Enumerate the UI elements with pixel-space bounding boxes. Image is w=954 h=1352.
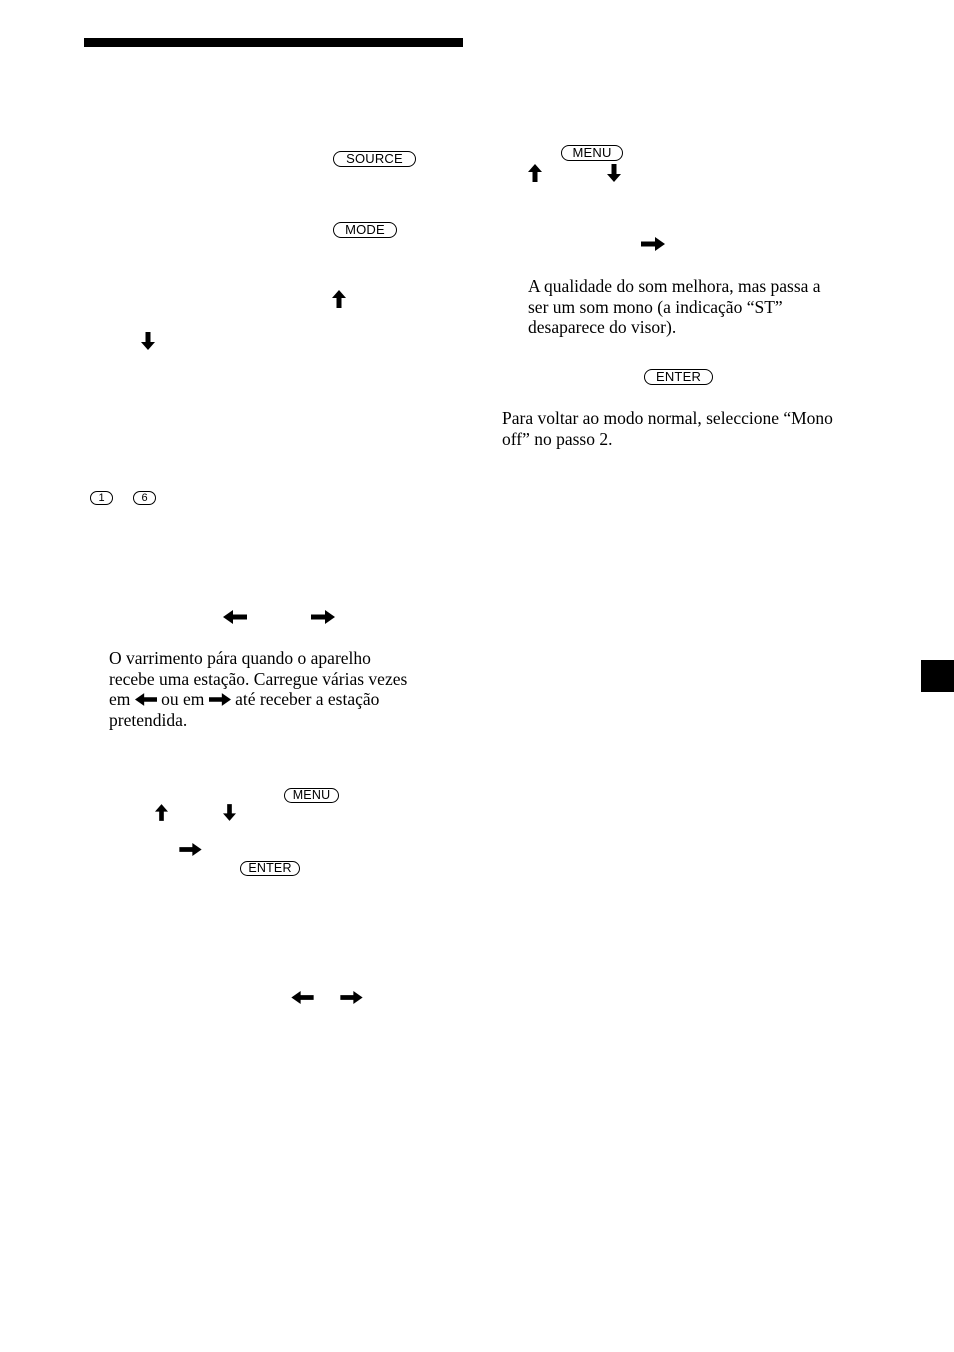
normal-line-2: off” no passo 2. <box>502 428 613 449</box>
arrow-right-icon <box>209 693 231 706</box>
seek-line-1: O varrimento pára quando o aparelho <box>109 648 371 668</box>
normal-line-1: Para voltar ao modo normal, seleccione “Mono <box>502 408 833 428</box>
arrow-right-icon[interactable] <box>311 610 335 624</box>
seek-paragraph <box>109 648 407 730</box>
arrow-up-icon[interactable] <box>155 804 168 821</box>
seek-line-4: pretendida. <box>109 709 188 730</box>
menu-button[interactable]: MENU <box>561 145 623 161</box>
seek-line-3: em ou em até receber a estação <box>109 689 380 709</box>
arrow-up-icon[interactable] <box>332 290 346 308</box>
enter-button[interactable]: ENTER <box>644 369 713 385</box>
mono-line-3: desaparece do visor). <box>528 317 677 337</box>
arrow-left-icon[interactable] <box>291 991 314 1004</box>
arrow-left-icon <box>135 693 157 706</box>
header-rule <box>84 38 463 47</box>
arrow-down-icon[interactable] <box>223 804 236 821</box>
arrow-up-icon[interactable] <box>528 164 542 182</box>
enter-button[interactable]: ENTER <box>240 861 300 876</box>
mono-paragraph <box>528 276 821 338</box>
seek-line-2: recebe uma estação. Carregue várias vezes <box>109 668 408 689</box>
preset-button-1[interactable]: 1 <box>90 491 113 505</box>
arrow-down-icon[interactable] <box>141 332 155 350</box>
mode-button[interactable]: MODE <box>333 222 397 238</box>
normal-mode-paragraph <box>502 408 833 449</box>
arrow-left-icon[interactable] <box>223 610 247 624</box>
menu-button[interactable]: MENU <box>284 788 339 803</box>
source-button[interactable]: SOURCE <box>333 151 416 167</box>
mono-line-1: A qualidade do som melhora, mas passa a <box>528 276 821 296</box>
section-tab-marker <box>921 660 954 692</box>
mono-line-2: ser um som mono (a indicação “ST” <box>528 296 783 317</box>
arrow-down-icon[interactable] <box>607 164 621 182</box>
arrow-right-icon[interactable] <box>340 991 363 1004</box>
preset-button-6[interactable]: 6 <box>133 491 156 505</box>
arrow-right-icon[interactable] <box>179 843 202 856</box>
arrow-right-icon[interactable] <box>641 237 665 251</box>
